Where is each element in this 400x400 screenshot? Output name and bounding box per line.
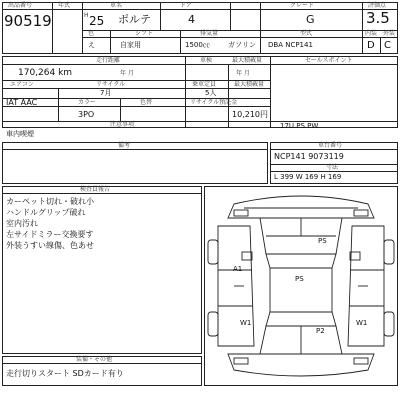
diagram-mark: P2 bbox=[316, 327, 325, 335]
vin-value: NCP141 9073119 bbox=[274, 152, 344, 161]
score-value: 3.5 bbox=[366, 9, 390, 27]
diagram-mark: PS bbox=[318, 237, 327, 245]
recycle-label: リサイクル bbox=[96, 81, 126, 88]
color-row-label: 色 bbox=[88, 30, 95, 37]
score-label: 評価点 bbox=[368, 2, 387, 9]
mileage-value: 170,264 km bbox=[18, 68, 73, 78]
car-diagram bbox=[204, 186, 398, 386]
exterior-score: C bbox=[384, 40, 391, 51]
options-right-value: 17U PS PW bbox=[280, 122, 319, 130]
recycle-fee-label: リサイクル預託金 bbox=[190, 99, 238, 106]
chassis-value: DBA NCP141 bbox=[268, 41, 313, 49]
color-label: カラー bbox=[78, 99, 97, 106]
lot-label: 出品番号 bbox=[8, 2, 33, 9]
inspection-label: 車検 bbox=[200, 57, 213, 64]
model-name: ポルテ bbox=[118, 13, 151, 26]
bottom-label: 装備・その他 bbox=[76, 356, 113, 363]
inspection-sub: 年 月 bbox=[236, 70, 250, 77]
grade-label: グレード bbox=[290, 2, 315, 9]
recycle-value: 7月 bbox=[100, 89, 112, 97]
exterior-label: 外装 bbox=[383, 30, 396, 37]
transmission-value: IAT AAC bbox=[6, 98, 38, 107]
recycle-fee-value: 10,210円 bbox=[232, 110, 268, 119]
diagram-mark: PS bbox=[295, 275, 304, 283]
inspector-line: 室内汚れ bbox=[6, 219, 38, 228]
specs-frame bbox=[2, 56, 398, 128]
diagram-mark: A1 bbox=[233, 265, 243, 273]
grade-value: G bbox=[306, 13, 315, 26]
inspector-line: カーペット切れ・破れ小 bbox=[6, 197, 94, 206]
inspector-line: ハンドルグリップ破れ bbox=[6, 208, 86, 217]
note-label: 注意事項 bbox=[110, 121, 135, 128]
usage-prefix: え bbox=[88, 41, 95, 49]
era-mark: H bbox=[84, 12, 89, 19]
vin-label: 車台番号 bbox=[318, 142, 343, 149]
fuel-value: ガソリン bbox=[228, 41, 256, 49]
max-load-label: 最大積載量 bbox=[234, 81, 265, 88]
mileage-label: 走行距離 bbox=[96, 57, 121, 64]
year-label: 年式 bbox=[58, 2, 71, 9]
dims-label: 寸法 bbox=[326, 164, 339, 171]
mileage-unit-label: 年 月 bbox=[120, 70, 134, 77]
maker-label: 車名 bbox=[110, 2, 123, 9]
bottom-value: 走行切りスタート SDカード有り bbox=[6, 369, 124, 378]
diagram-mark: W1 bbox=[240, 319, 252, 327]
dims-value: L 399 W 169 H 169 bbox=[274, 173, 342, 181]
diagram-mark: W1 bbox=[356, 319, 368, 327]
inspector-line: 左サイドミラー交換要す bbox=[6, 230, 94, 239]
chassis-label: 型式 bbox=[300, 30, 313, 37]
options-right-label: セールスポイント bbox=[305, 57, 353, 64]
interior-score: D bbox=[367, 40, 375, 51]
doors-label: ドア bbox=[180, 2, 192, 9]
usage-value: 自家用 bbox=[120, 41, 141, 49]
note-value: 車内喫煙 bbox=[6, 130, 34, 138]
inspector-label: 検査員報告 bbox=[80, 186, 111, 193]
middle-label: 備考 bbox=[118, 142, 131, 149]
color-value: 3PO bbox=[78, 110, 95, 119]
year-value: 25 bbox=[89, 14, 105, 28]
max-load-top-label: 最大積載量 bbox=[232, 57, 263, 64]
shift-label: シフト bbox=[135, 30, 154, 37]
doors-value: 4 bbox=[188, 13, 195, 26]
disp-value: 1500㏄ bbox=[185, 41, 210, 49]
color-code-label: 色替 bbox=[140, 99, 153, 106]
disp-label: 排気量 bbox=[200, 30, 219, 37]
capacity-value: 5人 bbox=[205, 89, 217, 97]
capacity-label: 乗車定員 bbox=[192, 81, 217, 88]
lot-number: 90519 bbox=[4, 12, 52, 30]
inspector-line: 外装うすい線傷、色あせ bbox=[6, 241, 94, 250]
aircon-label: エアコン bbox=[10, 81, 34, 88]
interior-label: 内装 bbox=[365, 30, 378, 37]
